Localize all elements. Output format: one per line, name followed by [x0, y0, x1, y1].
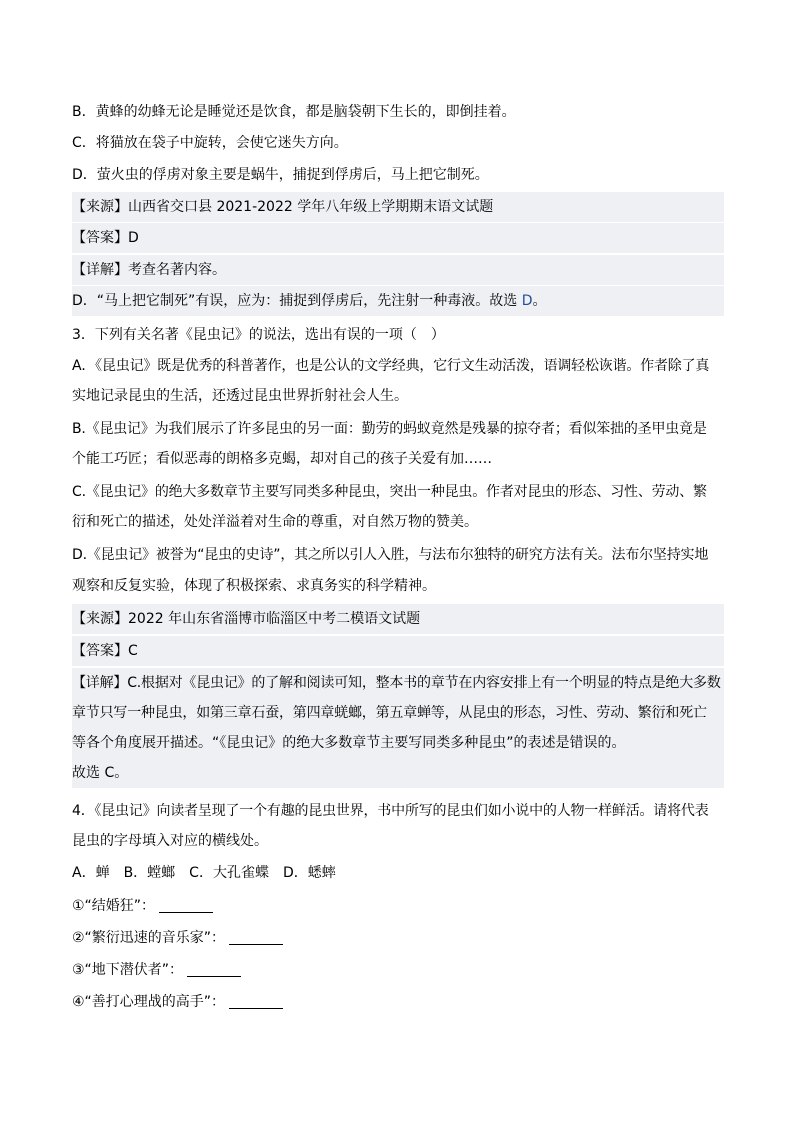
q3-option-c-line1: C.《昆虫记》的绝大多数章节主要写同类多种昆虫，突出一种昆虫。作者对昆虫的形态、习性、劳动、繁: [72, 484, 707, 500]
q3-option-b-line1: B.《昆虫记》为我们展示了许多昆虫的另一面：勤劳的蚂蚁竟然是残暴的掠夺者；看似笨拙的圣甲虫竟是: [72, 421, 707, 437]
q3-option-d-line1: D.《昆虫记》被誉为“昆虫的史诗”，其之所以引人入胜，与法布尔独特的研究方法有关。法布尔坚持实地: [72, 547, 709, 563]
answer-blank[interactable]: [229, 994, 283, 1009]
q4-item-4: ④“善打心理战的高手”：: [72, 987, 724, 1017]
answer-blank[interactable]: [159, 898, 213, 913]
q3-source-row: [72, 604, 724, 634]
q4-item-2: ②“繁衍迅速的音乐家”：: [72, 923, 724, 953]
q2-option-b: B．黄蜂的幼蜂无论是睡觉还是饮食，都是脑袋朝下生长的，即倒挂着。: [72, 104, 516, 120]
detail-label: 【详解】: [72, 262, 128, 278]
q3-detail-line4: 故选 C。: [72, 758, 724, 788]
source-label: 【来源】: [72, 611, 128, 627]
detail-text: 考查名著内容。: [128, 262, 226, 278]
q3-option-a-line1: A．《昆虫记》既是优秀的科普著作，也是公认的文学经典，它行文生动活泼，语调轻松诙谐。作者除了真: [72, 358, 710, 374]
source-text: 山西省交口县 2021-2022 学年八年级上学期期末语文试题: [128, 199, 494, 215]
q3-option-b-line2: 个能工巧匠；看似恶毒的朗格多克蝎，却对自己的孩子关爱有加……: [72, 451, 492, 467]
q2-option-d: D．萤火虫的俘虏对象主要是蜗牛，捕捉到俘虏后，马上把它制死。: [72, 167, 489, 183]
q3-answer-row: [72, 636, 724, 666]
answer-value: D: [128, 230, 139, 246]
q3-detail-line1: 【详解】C.根据对《昆虫记》的了解和阅读可知，整本书的章节在内容安排上有一个明显的特点是绝大多数: [72, 668, 724, 698]
source-label: 【来源】: [72, 199, 128, 215]
q4-stem-line2: 昆虫的字母填入对应的横线处。: [72, 833, 268, 849]
answer-value: C: [128, 643, 138, 659]
q4-item-1: ①“结婚狂”：: [72, 891, 724, 921]
q3-option-a-line2: 实地记录昆虫的生活，还透过昆虫世界折射社会人生。: [72, 388, 408, 404]
q2-option-c: C．将猫放在袋子中旋转，会使它迷失方向。: [72, 135, 348, 151]
q2-detail-row: [72, 255, 724, 285]
q4-stem-line1: 4．《昆虫记》向读者呈现了一个有趣的昆虫世界，书中所写的昆虫们如小说中的人物一样鲜活。请将代表: [72, 803, 709, 819]
q4-item-3: ③“地下潜伏者”：: [72, 955, 724, 985]
q2-answer-row: [72, 223, 724, 253]
q3-detail-line3: 等各个角度展开描述。“《昆虫记》的绝大多数章节主要写同类多种昆虫”的表述是错误的。: [72, 728, 724, 758]
answer-label: 【答案】: [72, 643, 128, 659]
detail-label: 【详解】: [72, 675, 128, 691]
explanation-answer: D: [521, 293, 533, 309]
q2-explanation: D．“马上把它制死”有误，应为：捕捉到俘虏后，先注射一种毒液。故选 D。: [72, 286, 724, 316]
q3-stem: 3．下列有关名著《昆虫记》的说法，选出有误的一项（ ）: [72, 327, 445, 343]
q2-source-row: [72, 192, 724, 222]
answer-blank[interactable]: [187, 962, 241, 977]
answer-blank[interactable]: [229, 930, 283, 945]
answer-label: 【答案】: [72, 230, 128, 246]
q3-option-d-line2: 观察和反复实验，体现了积极探索、求真务实的科学精神。: [72, 578, 436, 594]
q3-detail-line2: 章节只写一种昆虫，如第三章石蚕，第四章蜣螂，第五章蝉等，从昆虫的形态，习性、劳动、繁衍和死亡: [72, 698, 724, 728]
q3-option-c-line2: 衍和死亡的描述，处处洋溢着对生命的尊重，对自然万物的赞美。: [72, 514, 478, 530]
q4-choices: A．蝉 B．螳螂 C．大孔雀蝶 D．蟋蟀: [72, 865, 336, 881]
source-text: 2022 年山东省淄博市临淄区中考二模语文试题: [128, 611, 421, 627]
